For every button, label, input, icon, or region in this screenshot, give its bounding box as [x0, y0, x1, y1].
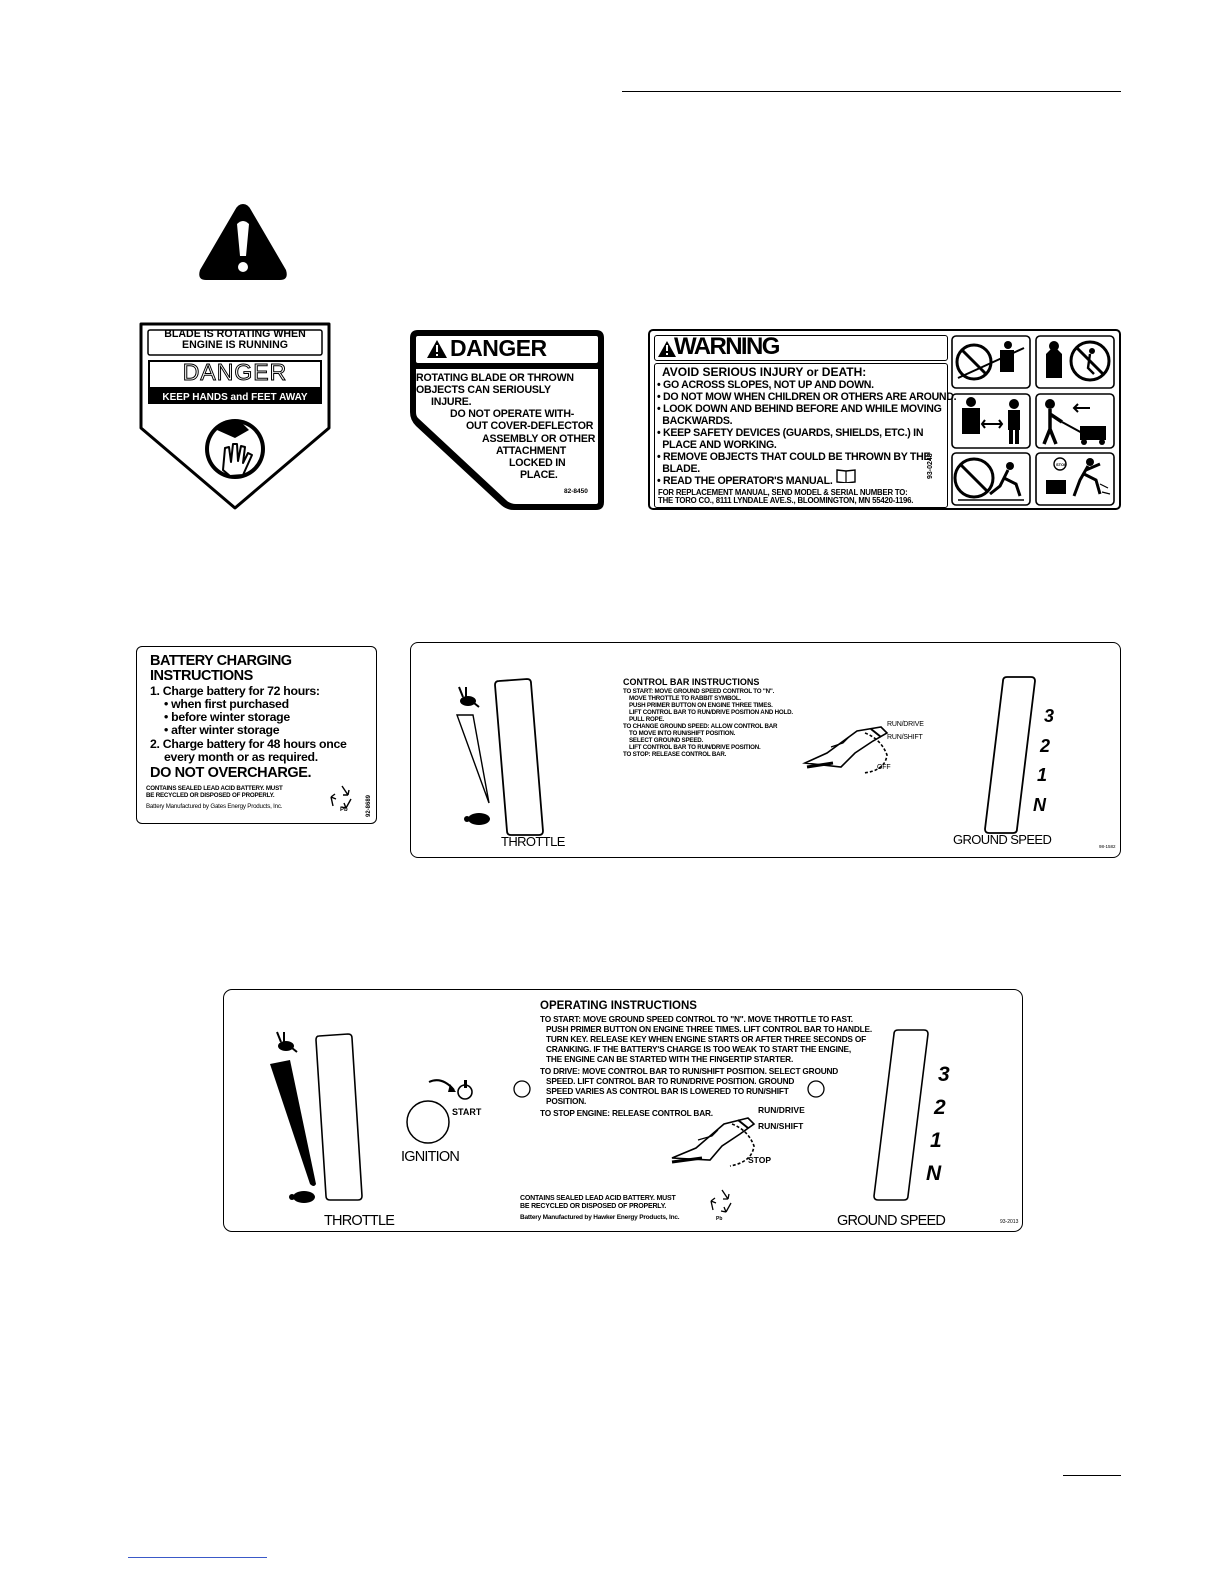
speed-n: N	[1033, 795, 1046, 815]
danger-line: LOCKED IN	[509, 456, 566, 469]
no-children-icon	[1046, 341, 1109, 380]
operating-stop: STOP	[748, 1155, 771, 1165]
warning-item: • REMOVE OBJECTS THAT COULD BE THROWN BY THE	[657, 451, 931, 463]
warning-decal	[648, 329, 1121, 510]
operating-ignition-label: IGNITION	[401, 1149, 460, 1165]
warning-item: • KEEP SAFETY DEVICES (GUARDS, SHIELDS, ETC.) IN	[657, 427, 924, 439]
rabbit-icon	[277, 1032, 297, 1052]
safety-alert-icon	[196, 200, 290, 284]
control-bar-ground-speed-label: GROUND SPEED	[953, 832, 1052, 847]
footer-rule	[1063, 1475, 1121, 1476]
danger-line: INJURE.	[431, 396, 472, 409]
remove-objects-icon	[955, 459, 1024, 500]
look-behind-icon	[1044, 399, 1106, 445]
speed-2: 2	[1040, 736, 1051, 756]
battery-no-overcharge: DO NOT OVERCHARGE.	[150, 765, 312, 781]
control-bar-step: TO STOP: RELEASE CONTROL BAR.	[623, 751, 727, 758]
battery-line: • before winter storage	[164, 710, 290, 724]
speed-1: 1	[1037, 765, 1048, 785]
speed-3: 3	[938, 1063, 950, 1086]
control-bar-handle-icon	[672, 1118, 754, 1166]
mount-hole-left	[514, 1081, 530, 1097]
recycle-icon	[711, 1190, 731, 1212]
danger-line: DO NOT OPERATE WITH-	[450, 408, 575, 421]
battery-line: 1. Charge battery for 72 hours:	[150, 684, 320, 698]
speed-3: 3	[1044, 706, 1055, 726]
operating-step: POSITION.	[546, 1096, 587, 1106]
warning-item: • GO ACROSS SLOPES, NOT UP AND DOWN.	[657, 379, 874, 391]
blade-keep-away: KEEP HANDS and FEET AWAY	[162, 392, 308, 403]
danger-line: OUT COVER-DEFLECTOR	[466, 420, 594, 433]
warning-item: • READ THE OPERATOR'S MANUAL.	[657, 475, 833, 487]
speed-n: N	[926, 1162, 942, 1185]
battery-line: • after winter storage	[164, 723, 280, 737]
danger-line: PLACE.	[520, 468, 558, 481]
battery-sealed2: BE RECYCLED OR DISPOSED OF PROPERLY.	[146, 792, 275, 799]
control-bar-run-shift: RUN/SHIFT	[887, 734, 923, 741]
operating-run-shift: RUN/SHIFT	[758, 1121, 804, 1131]
operating-step: TO START: MOVE GROUND SPEED CONTROL TO "N". MOVE THROTTLE TO FAST.	[540, 1014, 853, 1024]
warning-item: PLACE AND WORKING.	[657, 439, 777, 451]
battery-line: 2. Charge battery for 48 hours once	[150, 737, 347, 751]
warning-list	[657, 379, 956, 487]
battery-part-no: 92-8689	[366, 794, 372, 817]
battery-line: every month or as required.	[164, 750, 318, 764]
operating-part-no: 93-2013	[1000, 1219, 1019, 1225]
control-bar-handle-icon	[805, 727, 887, 773]
danger-line: ASSEMBLY OR OTHER	[482, 432, 596, 445]
battery-pb: Pb	[340, 807, 348, 813]
manual-book-icon	[836, 468, 856, 483]
blade-line2: ENGINE IS RUNNING	[182, 339, 288, 351]
header-rule	[622, 91, 1121, 92]
warning-heading: AVOID SERIOUS INJURY or DEATH:	[662, 365, 867, 379]
control-bar-step: LIFT CONTROL BAR TO RUN/DRIVE POSITION.	[629, 744, 761, 751]
speed-2: 2	[934, 1096, 946, 1119]
operating-run-drive: RUN/DRIVE	[758, 1105, 805, 1115]
warning-item: • DO NOT MOW WHEN CHILDREN OR OTHERS ARE AROUND.	[657, 391, 957, 403]
operating-step: CRANKING. IF THE BATTERY'S CHARGE IS TOO WEAK TO START THE ENGINE,	[546, 1044, 851, 1054]
operating-title: OPERATING INSTRUCTIONS	[540, 1000, 697, 1012]
svg-text:STOP: STOP	[1056, 462, 1067, 467]
turtle-icon	[289, 1191, 315, 1203]
operating-step: SPEED. LIFT CONTROL BAR TO RUN/DRIVE POSITION. GROUND	[546, 1076, 795, 1086]
control-bar-off: OFF	[877, 764, 891, 771]
speed-1: 1	[930, 1129, 942, 1152]
warning-item: • LOOK DOWN AND BEHIND BEFORE AND WHILE MOVING	[657, 403, 942, 415]
battery-sealed1: CONTAINS SEALED LEAD ACID BATTERY. MUST	[146, 785, 283, 792]
operating-sealed2: BE RECYCLED OR DISPOSED OF PROPERLY.	[520, 1203, 667, 1210]
operating-sealed1: CONTAINS SEALED LEAD ACID BATTERY. MUST	[520, 1195, 676, 1202]
operating-start-label: START	[452, 1107, 482, 1117]
battery-title1: BATTERY CHARGING	[150, 653, 292, 669]
danger-text-block	[416, 373, 598, 481]
operating-throttle-label: THROTTLE	[324, 1213, 395, 1229]
control-bar-step: PULL ROPE.	[629, 716, 665, 723]
operating-step: TO DRIVE: MOVE CONTROL BAR TO RUN/SHIFT POSITION. SELECT GROUND	[540, 1066, 839, 1076]
control-bar-step: LIFT CONTROL BAR TO RUN/DRIVE POSITION AND HOLD.	[629, 709, 793, 716]
operating-steps	[540, 1014, 872, 1118]
operating-step: TURN KEY. RELEASE KEY WHEN ENGINE STARTS OR AFTER THREE SECONDS OF	[546, 1034, 866, 1044]
control-bar-step: MOVE THROTTLE TO RABBIT SYMBOL.	[629, 695, 741, 702]
operating-pb: Pb	[716, 1216, 723, 1222]
no-slope-icon	[957, 341, 1024, 379]
warning-pictograms	[950, 334, 1118, 507]
warning-title: WARNING	[674, 333, 779, 360]
control-bar-step: TO CHANGE GROUND SPEED: ALLOW CONTROL BAR	[623, 723, 778, 730]
operating-instructions-decal	[223, 989, 1023, 1232]
control-bar-run-drive: RUN/DRIVE	[887, 721, 924, 728]
operating-maker: Battery Manufactured by Hawker Energy Products, Inc.	[520, 1214, 680, 1221]
operating-step: THE ENGINE CAN BE STARTED WITH THE FINGERTIP STARTER.	[546, 1054, 794, 1064]
battery-charging-decal	[136, 646, 377, 824]
control-bar-throttle-label: THROTTLE	[501, 834, 565, 849]
danger-part-no: 82-8450	[564, 488, 588, 495]
warning-item: BACKWARDS.	[657, 415, 733, 427]
control-bar-decal	[410, 642, 1121, 858]
control-bar-step: TO START: MOVE GROUND SPEED CONTROL TO "N".	[623, 688, 775, 695]
control-bar-step: TO MOVE INTO RUN/SHIFT POSITION.	[629, 730, 736, 737]
danger-line: ATTACHMENT	[496, 444, 566, 457]
turtle-icon	[464, 813, 490, 825]
footer-link-rule	[128, 1557, 267, 1558]
battery-title2: INSTRUCTIONS	[150, 668, 253, 684]
warning-part-no: 93-0248	[927, 453, 934, 479]
operating-step: PUSH PRIMER BUTTON ON ENGINE THREE TIMES. LIFT CONTROL BAR TO HANDLE.	[546, 1024, 872, 1034]
rabbit-icon	[459, 687, 479, 707]
battery-maker: Battery Manufactured by Gates Energy Products, Inc.	[146, 803, 283, 810]
control-bar-step: SELECT GROUND SPEED.	[629, 737, 704, 744]
stop-blade-icon	[1046, 458, 1110, 496]
operating-step: SPEED VARIES AS CONTROL BAR IS LOWERED TO RUN/SHIFT	[546, 1086, 789, 1096]
battery-line: • when first purchased	[164, 697, 289, 711]
warning-item: BLADE.	[657, 463, 700, 475]
control-bar-step: PUSH PRIMER BUTTON ON ENGINE THREE TIMES.	[629, 702, 773, 709]
danger-title: DANGER	[450, 335, 547, 361]
operating-ground-speed-label: GROUND SPEED	[837, 1213, 946, 1229]
operating-step: TO STOP ENGINE: RELEASE CONTROL BAR.	[540, 1108, 713, 1118]
blade-danger-decal	[137, 320, 333, 512]
ignition-switch	[407, 1101, 449, 1143]
control-bar-part-no: 98-1582	[1099, 844, 1116, 849]
blade-line1: BLADE IS ROTATING WHEN	[164, 328, 306, 340]
control-bar-steps	[623, 688, 793, 758]
keep-distance-icon	[962, 397, 1020, 444]
control-bar-title: CONTROL BAR INSTRUCTIONS	[623, 677, 760, 687]
blade-danger-word: DANGER	[182, 359, 288, 385]
key-start-icon	[429, 1080, 472, 1099]
danger-line: OBJECTS CAN SERIOUSLY	[416, 384, 551, 397]
thrown-objects-danger-decal	[406, 326, 608, 514]
warning-footer2: THE TORO CO., 8111 LYNDALE AVE.S., BLOOMINGTON, MN 55420-1196.	[658, 496, 914, 505]
warning-footer1: FOR REPLACEMENT MANUAL, SEND MODEL & SERIAL NUMBER TO:	[658, 488, 908, 497]
danger-line: ROTATING BLADE OR THROWN	[416, 372, 574, 384]
